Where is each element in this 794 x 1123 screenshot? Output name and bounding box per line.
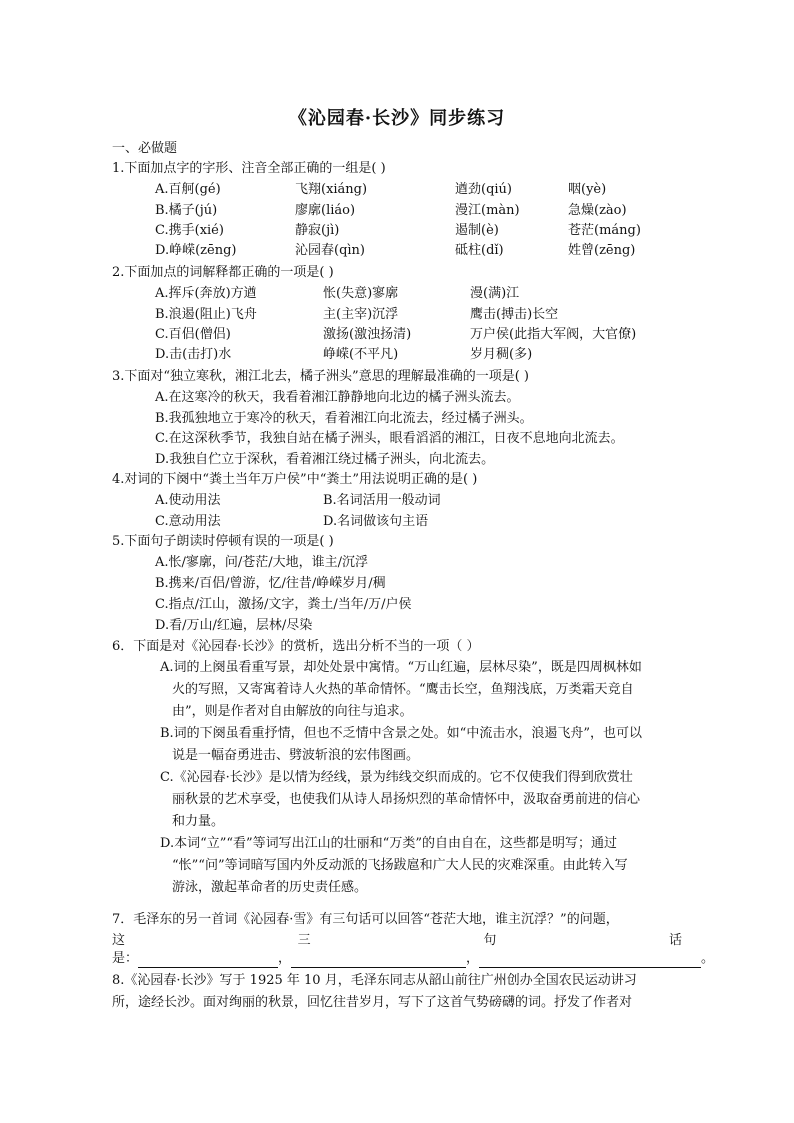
option-a2: 飞翔(xiáng) [295, 182, 368, 197]
question-7-spaced-line [112, 932, 682, 950]
option-c: C.在这深秋季节，我独自站在橘子洲头，眼看滔滔的湘江，日夜不息地向北流去。 [155, 431, 624, 446]
option-c-line1: C.《沁园春·长沙》是以情为经线，景为纬线交织而成的。它不仅使我们得到欣赏壮 [160, 770, 633, 785]
option-b-line2: 说是一幅奋勇进击、劈波斩浪的宏伟图画。 [172, 748, 420, 763]
question-1-options [155, 181, 675, 261]
answer-blank-1[interactable] [138, 954, 278, 968]
word-3: 句 [483, 933, 497, 948]
option-c1: C.百侣(僧侣) [155, 327, 231, 342]
option-d-line3: 游泳，激起革命者的历史责任感。 [172, 880, 368, 895]
option-b: B.携来/百侣/曾游，忆/往昔/峥嵘岁月/稠 [155, 576, 386, 591]
option-b3: 鹰击(搏击)长空 [470, 307, 559, 322]
option-a-line3: 由”，则是作者对自由解放的向往与追求。 [172, 704, 413, 719]
option-d: D.看/万山/红遍，层林/尽染 [155, 618, 313, 633]
option-d2: 峥嵘(不平凡) [323, 347, 399, 362]
option-a1: A.挥斥(奔放)方遒 [155, 286, 257, 301]
option-d4: 姓曾(zēng) [568, 243, 636, 258]
question-8-line2: 所，途经长沙。面对绚丽的秋景，回忆往昔岁月，写下了这首气势磅礴的词。抒发了作者对 [112, 995, 633, 1010]
option-a-line2: 火的写照，又寄寓着诗人火热的革命情怀。“鹰击长空，鱼翔浅底，万类霜天竞自 [172, 682, 634, 697]
option-b2: 主(主宰)沉浮 [323, 307, 399, 322]
option-b4: 急燥(zào) [568, 203, 627, 218]
section-heading: 一、必做题 [112, 141, 178, 156]
option-a: A.怅/寥廓，问/苍茫/大地，谁主/沉浮 [155, 555, 369, 570]
option-d1: D.击(击打)水 [155, 347, 232, 362]
answer-blank-2[interactable] [291, 954, 466, 968]
option-d: D.名词做该句主语 [323, 514, 429, 529]
option-a: A.在这寒冷的秋天，我看着湘江静静地向北边的橘子洲头流去。 [155, 390, 520, 405]
option-c-line3: 和力量。 [172, 814, 225, 829]
question-6-stem: 6．下面是对《沁园春·长沙》的赏析，选出分析不当的一项（ ） [112, 639, 480, 654]
option-b2: 廖廓(liáo) [295, 203, 356, 218]
question-7-stem: 7．毛泽东的另一首词《沁园春·雪》有三句话可以回答“苍茫大地，谁主沉浮？”的问题， [112, 912, 619, 927]
option-b: B.名词活用一般动词 [323, 493, 441, 508]
option-b1: B.浪遏(阻止)飞舟 [155, 307, 257, 322]
option-c2: 静寂(jì) [295, 223, 340, 238]
option-a1: A.百舸(gé) [155, 182, 221, 197]
option-c1: C.携手(xié) [155, 223, 224, 238]
question-2-options [155, 285, 685, 365]
option-d-line2: “怅”“问”等词暗写国内外反动派的飞扬跋扈和广大人民的灾难深重。由此转入写 [172, 858, 628, 873]
option-d: D.我独自伫立于深秋，看着湘江绕过橘子洲头，向北流去。 [155, 452, 495, 467]
word-4: 话 [668, 933, 682, 948]
option-c: C.意动用法 [155, 514, 221, 529]
option-c4: 苍茫(máng) [568, 223, 641, 238]
separator: ， [466, 951, 480, 966]
period: 。 [701, 951, 715, 966]
answer-prefix: 是： [112, 951, 139, 966]
option-d1: D.峥嵘(zēng) [155, 243, 237, 258]
question-3-stem: 3.下面对“独立寒秋，湘江北去，橘子洲头”意思的理解最准确的一项是( ) [112, 369, 529, 384]
question-1-stem: 1.下面加点字的字形、注音全部正确的一组是( ) [112, 161, 386, 176]
question-7-answer-line [112, 950, 714, 968]
option-c3: 遏制(è) [455, 223, 499, 238]
option-a3: 遒劲(qiú) [455, 182, 512, 197]
option-d3: 岁月稠(多) [470, 347, 533, 362]
option-d-line1: D.本词“立”“看”等词写出江山的壮丽和“万类”的自由自在，这些都是明写；通过 [160, 836, 617, 851]
option-c3: 万户侯(此指大军阀，大官僚) [470, 327, 637, 342]
option-a2: 怅(失意)寥廓 [323, 286, 399, 301]
option-c2: 激扬(激浊扬清) [323, 327, 412, 342]
option-d2: 沁园春(qìn) [295, 243, 365, 258]
option-a-line1: A.词的上阕虽看重写景，却处处景中寓情。“万山红遍，层林尽染”，既是四周枫林如 [160, 660, 642, 675]
word-1: 这 [112, 933, 126, 948]
option-b1: B.橘子(jú) [155, 203, 218, 218]
question-8-line1: 8.《沁园春·长沙》写于 1925 年 10 月，毛泽东同志从韶山前往广州创办全国农民运动讲习 [112, 973, 637, 988]
question-5-stem: 5.下面句子朗读时停顿有误的一项是( ) [112, 534, 334, 549]
option-a3: 漫(满)江 [470, 286, 520, 301]
word-2: 三 [297, 933, 311, 948]
option-d3: 砥柱(dǐ) [455, 243, 504, 258]
option-a: A.使动用法 [155, 493, 221, 508]
option-b3: 漫江(màn) [455, 203, 520, 218]
question-4-options [155, 492, 555, 532]
option-b: B.我孤独地立于寒冷的秋天，看着湘江向北流去，经过橘子洲头。 [155, 411, 533, 426]
page-title: 《沁园春·长沙》同步练习 [288, 108, 506, 129]
answer-blank-3[interactable] [479, 954, 701, 968]
question-4-stem: 4.对词的下阕中“粪土当年万户侯”中“粪土”用法说明正确的是( ) [112, 472, 478, 487]
option-c-line2: 丽秋景的艺术享受，也使我们从诗人昂扬炽烈的革命情怀中，汲取奋勇前进的信心 [172, 792, 641, 807]
option-c: C.指点/江山，激扬/文字，粪土/当年/万/户侯 [155, 597, 412, 612]
separator: ， [278, 951, 292, 966]
option-b-line1: B.词的下阕虽看重抒情，但也不乏情中含景之处。如“中流击水，浪遏飞舟”，也可以 [160, 726, 642, 741]
question-2-stem: 2.下面加点的词解释都正确的一项是( ) [112, 265, 334, 280]
option-a4: 咽(yè) [568, 182, 607, 197]
